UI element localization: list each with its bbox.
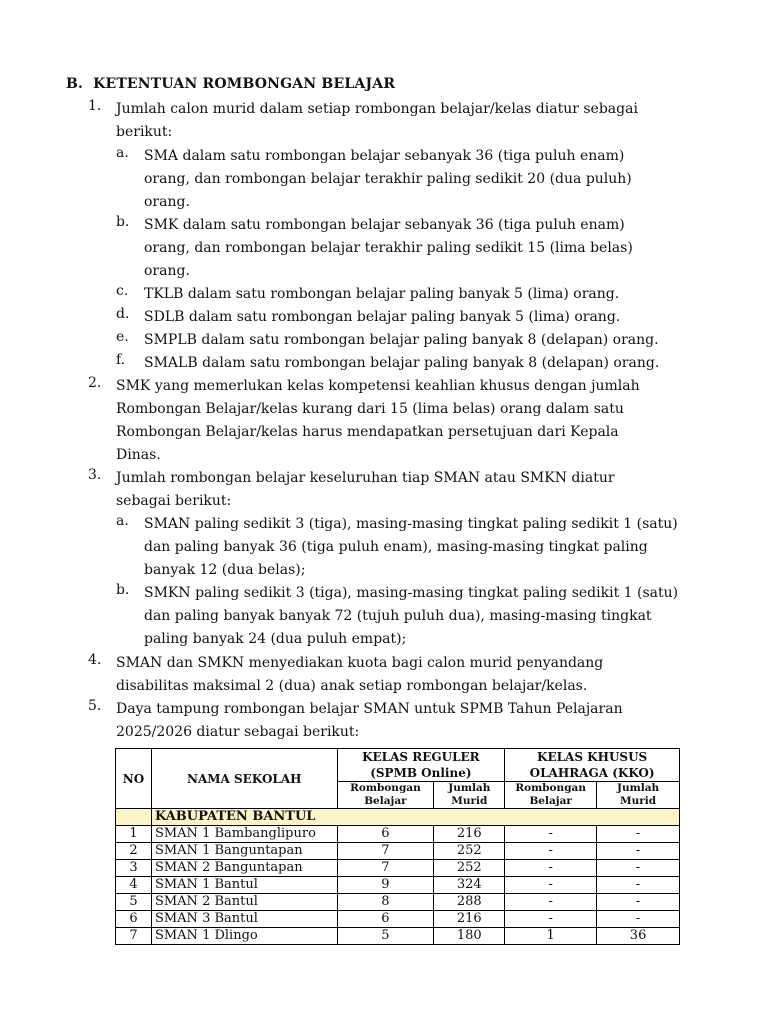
table-row	[116, 860, 680, 877]
sub-line: paling banyak 24 (dua puluh empat);	[144, 631, 407, 647]
sub-line: banyak 12 (dua belas);	[144, 562, 306, 578]
item-number: 5.	[88, 698, 102, 714]
sub-letter: c.	[116, 283, 129, 299]
header-rombel: Rombongan Belajar	[505, 782, 597, 809]
sub-letter: a.	[116, 145, 129, 161]
item-2-line: SMK yang memerlukan kelas kompetensi keahlian khusus dengan jumlah	[116, 378, 640, 394]
item-2-line: Rombongan Belajar/kelas harus mendapatkan persetujuan dari Kepala	[116, 424, 619, 440]
cell-kko-jumlah: -	[597, 911, 680, 928]
cell-kko-rombel: -	[505, 860, 597, 877]
sub-line: orang.	[144, 194, 190, 210]
cell-no: 5	[116, 894, 152, 911]
item-number: 3.	[88, 467, 102, 483]
cell-rombel: 6	[337, 826, 434, 843]
sub-item-1a	[144, 145, 680, 214]
cell-name: SMAN 2 Banguntapan	[151, 860, 337, 877]
item-4	[116, 652, 680, 698]
sub-letter: f.	[116, 352, 126, 368]
sub-item-1c	[144, 283, 680, 306]
sub-line: SDLB dalam satu rombongan belajar paling banyak 5 (lima) orang.	[144, 309, 621, 325]
sub-item-3a	[144, 513, 680, 582]
cell-name: SMAN 1 Bantul	[151, 877, 337, 894]
cell-name: SMAN 1 Banguntapan	[151, 843, 337, 860]
cell-jumlah: 180	[434, 928, 505, 945]
sub-letter: d.	[116, 306, 130, 322]
cell-jumlah: 252	[434, 843, 505, 860]
header-jumlah: Jumlah Murid	[434, 782, 505, 809]
sub-line: SMK dalam satu rombongan belajar sebanyak 36 (tiga puluh enam)	[144, 217, 625, 233]
cell-jumlah: 288	[434, 894, 505, 911]
item-number: 2.	[88, 375, 102, 391]
sub-line: orang.	[144, 263, 190, 279]
sub-item-1d	[144, 306, 680, 329]
cell-name: SMAN 2 Bantul	[151, 894, 337, 911]
section-row	[116, 809, 680, 826]
cell-jumlah: 216	[434, 911, 505, 928]
sub-line: SMPLB dalam satu rombongan belajar paling banyak 8 (delapan) orang.	[144, 332, 659, 348]
cell-jumlah: 252	[434, 860, 505, 877]
cell-kko-jumlah: -	[597, 860, 680, 877]
sub-line: orang, dan rombongan belajar terakhir paling sedikit 15 (lima belas)	[144, 240, 633, 256]
cell-kko-rombel: -	[505, 911, 597, 928]
cell-kko-jumlah: -	[597, 826, 680, 843]
item-number: 1.	[88, 98, 102, 114]
header-jumlah: Jumlah Murid	[597, 782, 680, 809]
cell-rombel: 8	[337, 894, 434, 911]
item-2-line: Dinas.	[116, 447, 161, 463]
cell-rombel: 5	[337, 928, 434, 945]
table-row	[116, 826, 680, 843]
section-letter: B.	[66, 76, 84, 92]
item-5-line: Daya tampung rombongan belajar SMAN untuk SPMB Tahun Pelajaran	[116, 701, 623, 717]
item-2	[116, 375, 680, 467]
cell-rombel: 7	[337, 860, 434, 877]
cell-kko-jumlah: -	[597, 843, 680, 860]
header-rombel: Rombongan Belajar	[337, 782, 434, 809]
section-title: KETENTUAN ROMBONGAN BELAJAR	[93, 76, 396, 92]
item-2-line: Rombongan Belajar/kelas kurang dari 15 (lima belas) orang dalam satu	[116, 401, 624, 417]
cell-kko-jumlah: 36	[597, 928, 680, 945]
capacity-table	[115, 748, 680, 945]
cell-rombel: 7	[337, 843, 434, 860]
section-label: KABUPATEN BANTUL	[151, 809, 679, 826]
section-blank	[116, 809, 152, 826]
cell-kko-rombel: -	[505, 843, 597, 860]
header-no: NO	[116, 749, 152, 809]
sub-line: SMAN paling sedikit 3 (tiga), masing-masing tingkat paling sedikit 1 (satu)	[144, 516, 678, 532]
cell-no: 6	[116, 911, 152, 928]
section-heading	[66, 76, 395, 92]
item-5	[116, 698, 680, 744]
cell-kko-jumlah: -	[597, 894, 680, 911]
item-3-line: Jumlah rombongan belajar keseluruhan tiap SMAN atau SMKN diatur	[116, 470, 615, 486]
cell-rombel: 9	[337, 877, 434, 894]
item-1-line: Jumlah calon murid dalam setiap rombongan belajar/kelas diatur sebagai	[116, 101, 638, 117]
sub-line: TKLB dalam satu rombongan belajar paling banyak 5 (lima) orang.	[144, 286, 620, 302]
cell-jumlah: 216	[434, 826, 505, 843]
sub-letter: b.	[116, 582, 130, 598]
header-name: NAMA SEKOLAH	[151, 749, 337, 809]
item-number: 4.	[88, 652, 102, 668]
cell-name: SMAN 3 Bantul	[151, 911, 337, 928]
header-regular: KELAS REGULER (SPMB Online)	[337, 749, 505, 782]
table-row	[116, 928, 680, 945]
item-5-line: 2025/2026 diatur sebagai berikut:	[116, 724, 360, 740]
sub-line: SMALB dalam satu rombongan belajar paling banyak 8 (delapan) orang.	[144, 355, 660, 371]
cell-no: 4	[116, 877, 152, 894]
table-row	[116, 911, 680, 928]
item-1	[116, 98, 680, 144]
sub-item-1b	[144, 214, 680, 283]
cell-kko-rombel: 1	[505, 928, 597, 945]
item-4-line: SMAN dan SMKN menyediakan kuota bagi calon murid penyandang	[116, 655, 604, 671]
cell-no: 7	[116, 928, 152, 945]
sub-line: dan paling banyak banyak 72 (tujuh puluh dua), masing-masing tingkat	[144, 608, 652, 624]
cell-kko-rombel: -	[505, 894, 597, 911]
sub-item-1e	[144, 329, 680, 352]
cell-kko-rombel: -	[505, 877, 597, 894]
sub-line: SMKN paling sedikit 3 (tiga), masing-masing tingkat paling sedikit 1 (satu)	[144, 585, 679, 601]
item-3	[116, 467, 680, 513]
sub-line: dan paling banyak 36 (tiga puluh enam), masing-masing tingkat paling	[144, 539, 648, 555]
sub-letter: b.	[116, 214, 130, 230]
cell-name: SMAN 1 Dlingo	[151, 928, 337, 945]
table-row	[116, 894, 680, 911]
header-kko: KELAS KHUSUS OLAHRAGA (KKO)	[505, 749, 680, 782]
sub-line: SMA dalam satu rombongan belajar sebanyak 36 (tiga puluh enam)	[144, 148, 625, 164]
cell-no: 1	[116, 826, 152, 843]
item-3-line: sebagai berikut:	[116, 493, 232, 509]
cell-rombel: 6	[337, 911, 434, 928]
table-row	[116, 843, 680, 860]
sub-line: orang, dan rombongan belajar terakhir paling sedikit 20 (dua puluh)	[144, 171, 632, 187]
sub-item-3b	[144, 582, 680, 651]
item-1-line: berikut:	[116, 124, 173, 140]
cell-jumlah: 324	[434, 877, 505, 894]
cell-name: SMAN 1 Bambanglipuro	[151, 826, 337, 843]
sub-item-1f	[144, 352, 680, 375]
item-4-line: disabilitas maksimal 2 (dua) anak setiap rombongan belajar/kelas.	[116, 678, 588, 694]
cell-kko-rombel: -	[505, 826, 597, 843]
sub-letter: a.	[116, 513, 129, 529]
table-row	[116, 877, 680, 894]
cell-no: 3	[116, 860, 152, 877]
cell-no: 2	[116, 843, 152, 860]
cell-kko-jumlah: -	[597, 877, 680, 894]
sub-letter: e.	[116, 329, 129, 345]
